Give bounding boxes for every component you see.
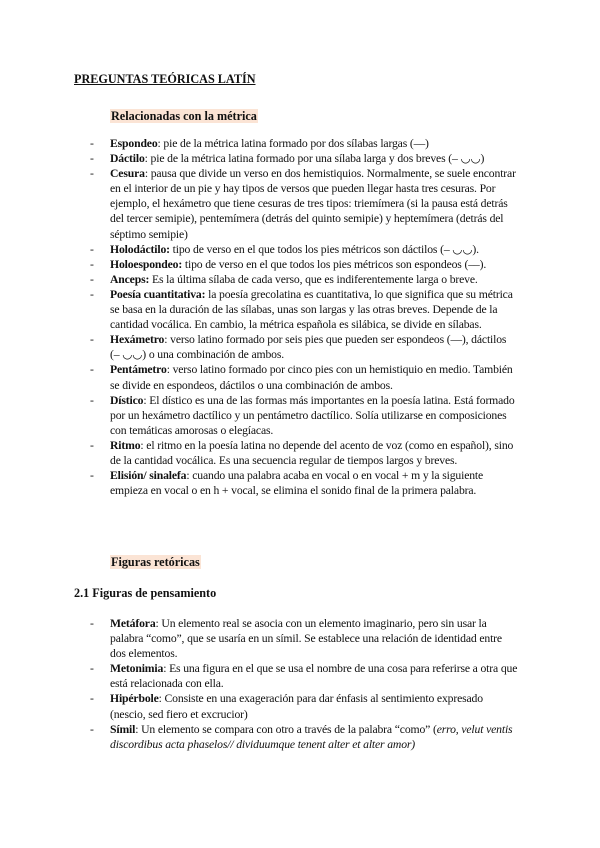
- definition-text: tipo de verso en el que todos los pies métricos son espondeos (––).: [184, 257, 487, 271]
- dash-bullet: -: [90, 272, 94, 286]
- definition-text: verso latino formado por seis pies que pueden ser espondeos (––), dáctilos (– ◡◡) o una combinación de ambos.: [110, 333, 507, 362]
- term-separator: :: [166, 363, 173, 377]
- dash-bullet: -: [90, 167, 94, 181]
- definition-term: Metonimia: [110, 662, 164, 676]
- definition-term: Elisión/ sinalefa: [110, 469, 187, 483]
- dash-bullet: -: [90, 692, 94, 706]
- definition-text: pie de la métrica latina formado por una sílaba larga y dos breves (– ◡◡): [150, 152, 485, 166]
- metrica-definitions-list: [0, 136, 600, 498]
- definition-item: [0, 393, 518, 438]
- definition-item: [0, 242, 518, 257]
- definition-text: tipo de verso en el que todos los pies métricos son dáctilos (– ◡◡).: [172, 242, 479, 256]
- term-separator: :: [163, 662, 170, 676]
- definition-item: [0, 362, 518, 392]
- definition-text: Un elemento se compara con otro a través de la palabra “como” (: [141, 722, 437, 736]
- definition-item: [0, 332, 518, 362]
- highlighted-heading: Relacionadas con la métrica: [111, 109, 257, 123]
- section-heading-metrica: [110, 107, 258, 125]
- term-separator: :: [186, 469, 193, 483]
- term-separator: :: [144, 152, 151, 166]
- latin-quote: erro, velut ventis discordibus acta phaselos// dividuumque tenent alter et alter amor): [110, 722, 513, 751]
- definition-term: Dáctilo: [110, 152, 145, 166]
- definition-text: cuando una palabra acaba en vocal o en vocal + m y la siguiente empieza en vocal o en h + vocal, se elimina el sonido final de la primera palabra.: [110, 469, 484, 498]
- dash-bullet: -: [90, 333, 94, 347]
- definition-item: [0, 287, 518, 332]
- definition-text: pausa que divide un verso en dos hemistiquios. Normalmente, se suele encontrar en el interior de un pie y hay tipos de versos que pueden llegar hasta tres cesuras. Por ejemplo, el hexámetro que tiene cesuras de tres tipos: triemímera (si la pausa está detrás del tercer semipie), pentemímera (detrás del quinto semipie) y heptemímera (detrás del séptimo semipie): [110, 167, 516, 241]
- dash-bullet: -: [90, 287, 94, 301]
- definition-term: Metáfora: [110, 617, 156, 630]
- term-separator: :: [158, 692, 165, 706]
- term-separator: :: [155, 617, 162, 630]
- definition-text: la poesía grecolatina es cuantitativa, lo que significa que su métrica se basa en la duración de las sílabas, unas son largas y las otras breves. Depende de la cantidad vocálica. En cambio, la métrica española es silábica, se divide en sílabas.: [110, 287, 513, 332]
- term-separator: :: [164, 333, 171, 347]
- definition-term: Dístico: [110, 393, 144, 407]
- definition-text: Un elemento real se asocia con un elemento imaginario, pero sin usar la palabra “como”, que se usaría en un símil. Se establece una relación de identidad entre dos elementos.: [110, 617, 502, 661]
- document-title: PREGUNTAS TEÓRICAS LATÍN: [74, 72, 256, 86]
- definition-text: Consiste en una exageración para dar énfasis al sentimiento expresado (nescio, sed fiero et excrucior): [110, 692, 483, 721]
- definition-item: [0, 438, 518, 468]
- definition-item: [0, 166, 518, 241]
- highlighted-heading: Figuras retóricas: [111, 555, 200, 569]
- definition-term: Poesía cuantitativa:: [110, 287, 206, 301]
- dash-bullet: -: [90, 617, 94, 630]
- section-heading-figuras: [110, 553, 201, 571]
- dash-bullet: -: [90, 469, 94, 483]
- definition-term: Hexámetro: [110, 333, 165, 347]
- subsection-heading: 2.1 Figuras de pensamiento: [74, 586, 217, 600]
- definition-text: Es la última sílaba de cada verso, que es indiferentemente larga o breve.: [152, 272, 478, 286]
- definition-item: [0, 272, 518, 287]
- definition-item: [0, 257, 518, 272]
- definition-text: pie de la métrica latina formado por dos sílabas largas (––): [163, 137, 429, 150]
- definition-term: Hipérbole: [110, 692, 159, 706]
- dash-bullet: -: [90, 722, 94, 736]
- definition-item: [0, 136, 518, 151]
- dash-bullet: -: [90, 662, 94, 676]
- definition-term: Símil: [110, 722, 136, 736]
- dash-bullet: -: [90, 137, 94, 150]
- dash-bullet: -: [90, 438, 94, 452]
- definition-term: Ritmo: [110, 438, 141, 452]
- dash-bullet: -: [90, 242, 94, 256]
- definition-item: [0, 691, 518, 721]
- definition-text: el ritmo en la poesía latina no depende del acento de voz (como en español), sino de la cantidad vocálica. Es una secuencia regular de tiempos largos y breves.: [110, 438, 514, 467]
- definition-term: Anceps:: [110, 272, 150, 286]
- definition-text: Es una figura en el que se usa el nombre de una cosa para referirse a otra que está relacionada con ella.: [110, 662, 518, 691]
- term-separator: :: [157, 137, 164, 150]
- definition-term: Holodáctilo:: [110, 242, 170, 256]
- definition-item: [0, 468, 518, 498]
- definition-term: Holoespondeo:: [110, 257, 183, 271]
- definition-term: Cesura: [110, 167, 145, 181]
- definition-term: Espondeo: [110, 137, 158, 150]
- dash-bullet: -: [90, 152, 94, 166]
- definition-item: [0, 616, 518, 661]
- dash-bullet: -: [90, 363, 94, 377]
- term-separator: :: [144, 167, 151, 181]
- term-separator: :: [140, 438, 147, 452]
- definition-item: [0, 151, 518, 166]
- definition-item: [0, 661, 518, 691]
- definition-item: [0, 722, 518, 752]
- definition-term: Pentámetro: [110, 363, 167, 377]
- figuras-definitions-list: [0, 616, 600, 752]
- definition-text: verso latino formado por cinco pies con un hemistiquio en medio. También se divide en espondeos, dáctilos o una combinación de ambos.: [110, 363, 513, 392]
- term-separator: :: [135, 722, 142, 736]
- term-separator: :: [143, 393, 150, 407]
- dash-bullet: -: [90, 393, 94, 407]
- dash-bullet: -: [90, 257, 94, 271]
- definition-text: El dístico es una de las formas más importantes en la poesía latina. Está formado por un hexámetro dactílico y un pentámetro dactílico. Solía utilizarse en composiciones con temáticas amorosas o elegíacas.: [110, 393, 515, 437]
